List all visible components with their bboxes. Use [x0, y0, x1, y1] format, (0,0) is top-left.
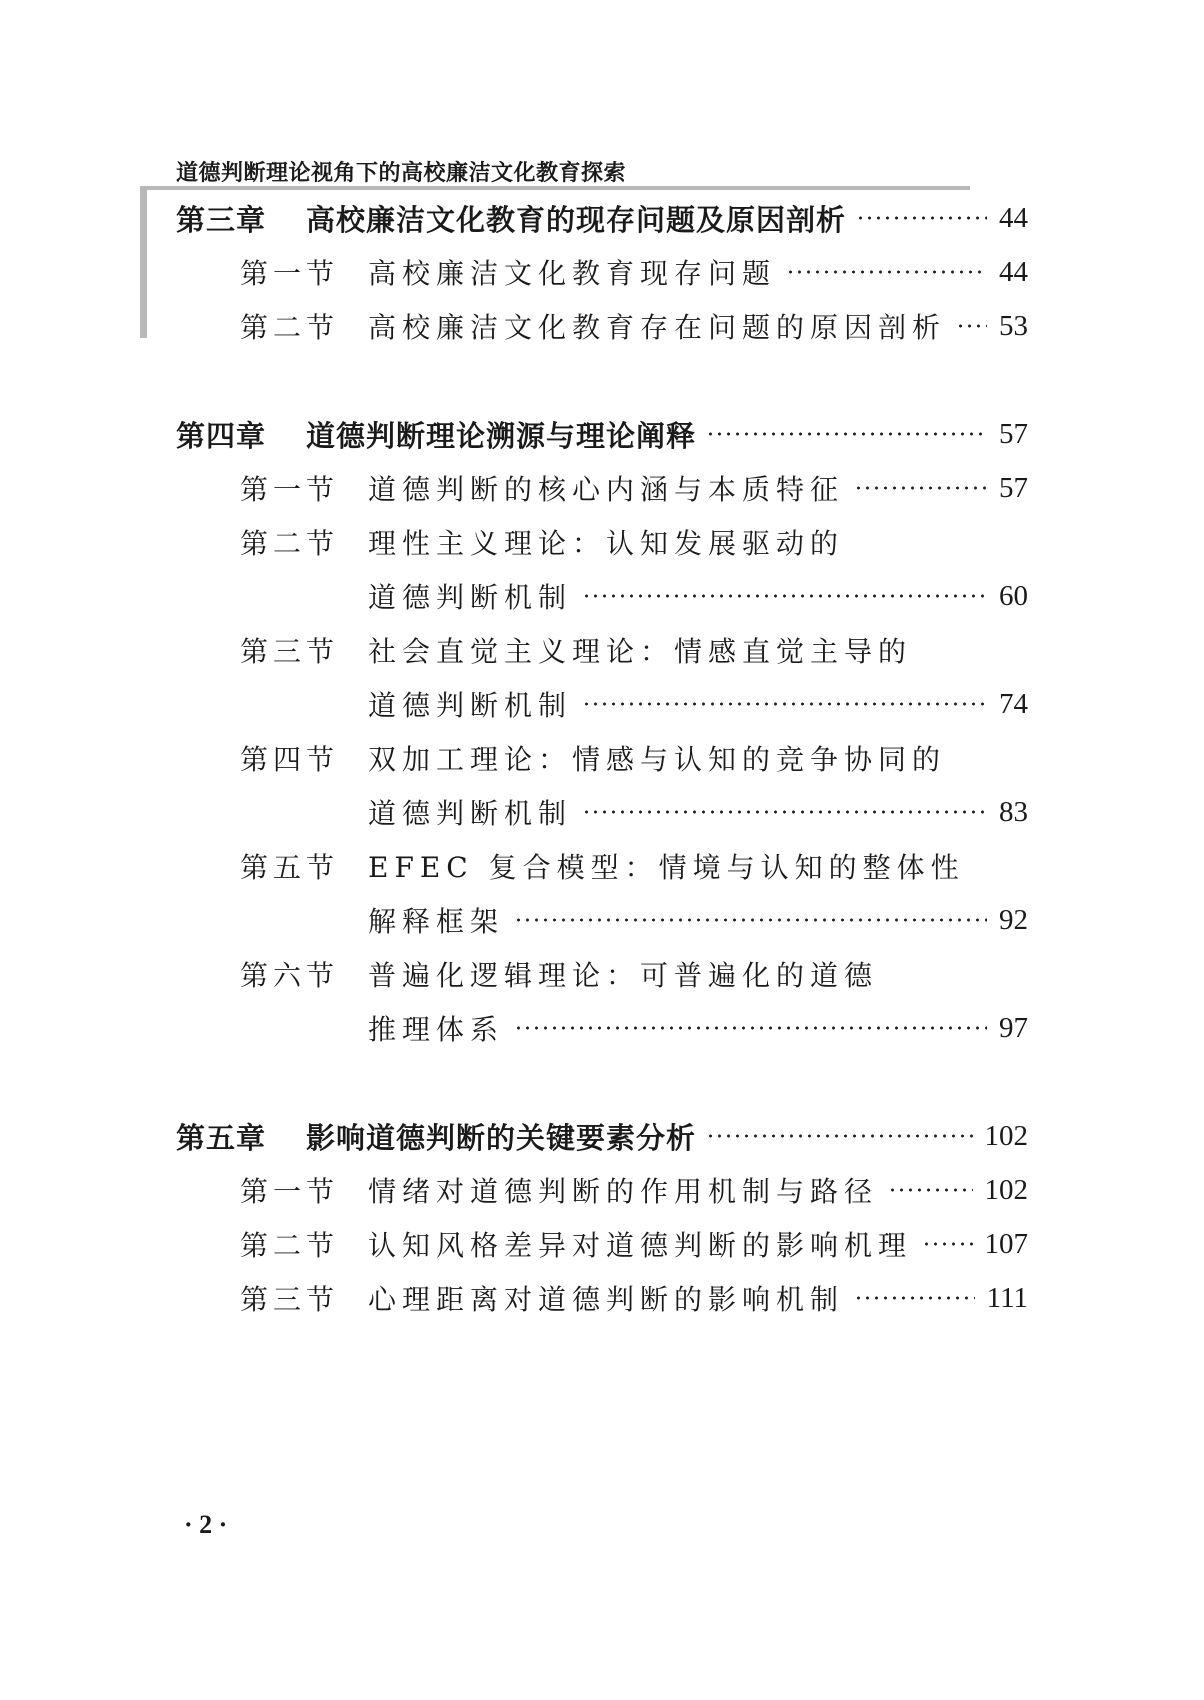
toc-chapter-4[interactable]	[0, 414, 1204, 454]
page-number: 83	[999, 795, 1028, 828]
chapter-title: 高校廉洁文化教育的现存问题及原因剖析	[306, 202, 847, 237]
dot-leader	[786, 270, 987, 274]
toc-section-4-6[interactable]	[0, 954, 1204, 994]
page-number: 97	[999, 1011, 1028, 1044]
section-title: 心理距离对道德判断的影响机制	[368, 1283, 845, 1316]
section-title: 高校廉洁文化教育现存问题	[368, 257, 777, 290]
toc-section-3-1[interactable]	[0, 252, 1204, 292]
section-label: 第五节	[240, 851, 340, 884]
toc-section-4-4-continued[interactable]	[0, 792, 1204, 832]
chapter-title: 影响道德判断的关键要素分析	[306, 1120, 697, 1155]
section-label: 第二节	[240, 527, 340, 560]
toc-section-4-4[interactable]	[0, 738, 1204, 778]
page-number: 92	[999, 903, 1028, 936]
toc-chapter-5[interactable]	[0, 1116, 1204, 1156]
page-number: 53	[999, 309, 1028, 342]
dot-leader	[956, 324, 987, 328]
section-title-line-1: 社会直觉主义理论：情感直觉主导的	[368, 635, 913, 668]
section-label: 第一节	[240, 257, 340, 290]
section-title: 认知风格差异对道德判断的影响机理	[368, 1229, 913, 1262]
page-number: 107	[984, 1227, 1028, 1260]
toc-section-4-5-continued[interactable]	[0, 900, 1204, 940]
toc-section-4-2[interactable]	[0, 522, 1204, 562]
toc-section-4-2-continued[interactable]	[0, 576, 1204, 616]
toc-section-4-3[interactable]	[0, 630, 1204, 670]
dot-leader	[582, 702, 987, 706]
dot-leader	[514, 1026, 987, 1030]
toc-section-3-2[interactable]	[0, 306, 1204, 346]
section-title-line-2: 道德判断机制	[368, 797, 573, 830]
dot-leader	[922, 1242, 972, 1246]
chapter-label: 第四章	[176, 418, 267, 453]
chapter-title: 道德判断理论溯源与理论阐释	[306, 418, 697, 453]
page-number: 44	[999, 201, 1028, 234]
section-label: 第二节	[240, 311, 340, 344]
section-label: 第六节	[240, 959, 340, 992]
section-title: 道德判断的核心内涵与本质特征	[368, 473, 845, 506]
section-label: 第三节	[240, 1283, 340, 1316]
toc-section-4-3-continued[interactable]	[0, 684, 1204, 724]
toc-section-4-1[interactable]	[0, 468, 1204, 508]
section-title-line-2: 道德判断机制	[368, 689, 573, 722]
section-label: 第三节	[240, 635, 340, 668]
page-number: 60	[999, 579, 1028, 612]
toc-section-5-2[interactable]	[0, 1224, 1204, 1264]
page-number: 74	[999, 687, 1028, 720]
section-label: 第一节	[240, 473, 340, 506]
page-number: 111	[986, 1281, 1028, 1314]
running-header: 道德判断理论视角下的高校廉洁文化教育探索	[176, 161, 627, 186]
page-number: 102	[984, 1119, 1028, 1152]
section-title-line-2: 道德判断机制	[368, 581, 573, 614]
chapter-label: 第三章	[176, 202, 267, 237]
section-label: 第四节	[240, 743, 340, 776]
toc-section-4-5[interactable]	[0, 846, 1204, 886]
section-title: 高校廉洁文化教育存在问题的原因剖析	[368, 311, 947, 344]
page-number: 102	[984, 1173, 1028, 1206]
dot-leader	[706, 1134, 972, 1138]
section-title-line-1: EFEC 复合模型：情境与认知的整体性	[368, 851, 965, 884]
section-title: 情绪对道德判断的作用机制与路径	[368, 1175, 879, 1208]
chapter-label: 第五章	[176, 1120, 267, 1155]
section-label: 第一节	[240, 1175, 340, 1208]
page-number: 57	[999, 417, 1028, 450]
dot-leader	[706, 432, 987, 436]
dot-leader	[856, 216, 987, 220]
dot-leader	[888, 1188, 972, 1192]
section-label: 第二节	[240, 1229, 340, 1262]
page-number: 44	[999, 255, 1028, 288]
dot-leader	[582, 810, 987, 814]
page-folio: · 2 ·	[184, 1510, 228, 1539]
dot-leader	[582, 594, 987, 598]
section-title-line-1: 理性主义理论：认知发展驱动的	[368, 527, 845, 560]
section-title-line-1: 双加工理论：情感与认知的竞争协同的	[368, 743, 947, 776]
toc-section-5-3[interactable]	[0, 1278, 1204, 1318]
toc-chapter-3[interactable]	[0, 198, 1204, 238]
toc-section-4-6-continued[interactable]	[0, 1008, 1204, 1048]
section-title-line-2: 推理体系	[368, 1013, 505, 1046]
page-number: 57	[999, 471, 1028, 504]
section-title-line-1: 普遍化逻辑理论：可普遍化的道德	[368, 959, 879, 992]
section-title-line-2: 解释框架	[368, 905, 505, 938]
dot-leader	[854, 486, 987, 490]
dot-leader	[854, 1296, 975, 1300]
toc-section-5-1[interactable]	[0, 1170, 1204, 1210]
dot-leader	[514, 918, 987, 922]
